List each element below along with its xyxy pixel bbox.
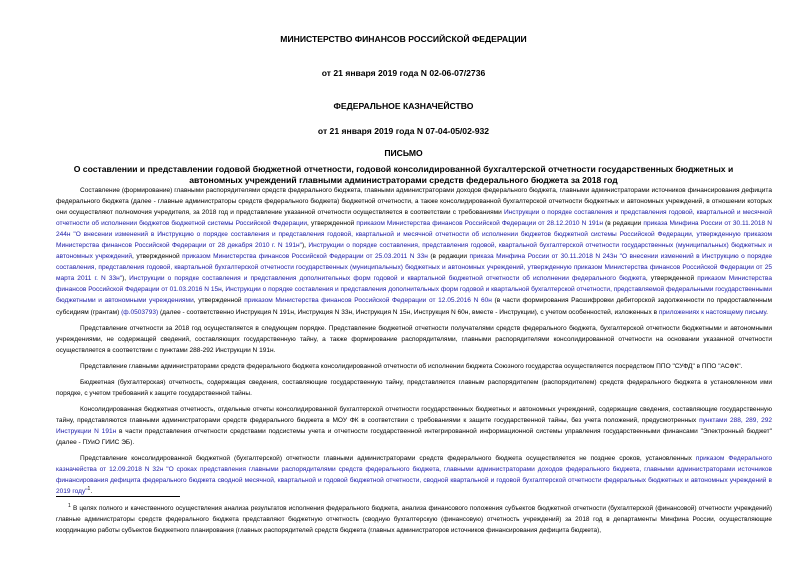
document-type: ПИСЬМО: [384, 148, 423, 158]
text-run: , утвержденной: [307, 220, 357, 228]
text-run: , утвержденной: [132, 253, 183, 261]
letter-body: [56, 185, 772, 497]
text-run: .: [766, 308, 768, 316]
text-run: (в редакции: [427, 253, 470, 261]
text-run: , утвержденной: [645, 275, 698, 283]
link-appendices[interactable]: приложениях к настоящему письму: [658, 308, 767, 316]
link-instruction-191n[interactable]: Инструкции о порядке составления и представления годовой, квартальной и месячной отчетности об исполнении бюджетов бюджетной системы Российской Федерации: [56, 209, 772, 228]
link-order-60n[interactable]: приказом Министерства финансов Российской Федерации от 12.05.2016 N 60н: [244, 297, 492, 305]
text-run: , утвержденной: [193, 297, 245, 305]
ministry-title: МИНИСТЕРСТВО ФИНАНСОВ РОССИЙСКОЙ ФЕДЕРАЦИИ: [280, 34, 527, 44]
link-order-15n[interactable]: приказом Министерства финансов Российской Федерации от 01.03.2016 N 15н: [56, 275, 772, 294]
treasury-letter-ref: от 21 января 2019 года N 07-04-05/02-932: [317, 126, 490, 136]
text-run: ),: [122, 275, 130, 283]
text-run: (далее - соответственно Инструкция N 191н, Инструкция N 33н, Инструкция N 15н, Инструкция N 60н, вместе - Инструкции), с учетом особенностей, изложенных в: [158, 308, 659, 316]
link-instruction-60n[interactable]: Инструкции о порядке составления и представления дополнительных форм годовой и квартальной бухгалтерской отчетности, представляемой федеральными государственными бюджетными и автономными учреждениями: [56, 286, 772, 305]
link-order-33n[interactable]: приказом Министерства финансов Российской Федерации от 25.03.2011 N 33н: [182, 253, 428, 261]
footnote: [56, 503, 772, 537]
paragraph-5: [56, 404, 772, 448]
text-run: (в редакции: [602, 220, 644, 228]
link-order-243n[interactable]: приказа Минфина России от 30.11.2018 N 243н "О внесении изменений в Инструкцию о порядке составления, представления годовой, квартальной бухгалтерской отчетности государственных (муниципальных) бюджетных и автономных учреждений, утвержденную приказом Министерства финансов Российской Федерации от 25 марта 2011 г. N 33н": [56, 253, 772, 283]
paragraph-2: Представление отчетности за 2018 год осуществляется в следующем порядке. Представление бюджетной отчетности получателями средств федерального бюджета, бухгалтерской отчетности бюджетными и автономными учреждениями, не содержащей сведений, составляющих государственную тайну, а также формирование распорядителями, главными распорядителями консолидированной отчетности на основании указанной отчетности осуществляется в соответствии с пунктами 288-292 Инструкции N 191н.: [56, 324, 772, 354]
text-run: ,: [221, 286, 226, 294]
link-points-288-292[interactable]: пунктами 288, 289, 292 Инструкции N 191н: [56, 416, 772, 435]
paragraph-1: [56, 185, 772, 318]
text-run: Консолидированная бюджетная отчетность, отдельные отчеты консолидированной бухгалтерской отчетности государственных бюджетных и автономных учреждений, содержащие сведения, составляющие государственную тайну, представляются главными администраторами средств федерального бюджета в МОУ ФК в соответствии с требованиями к защите государственной тайны, без учета положений, предусмотренных: [56, 405, 772, 424]
text-run: в части представления отчетности средствами подсистемы учета и отчетности государственной интегрированной информационной системы управления государственными финансами "Электронный бюджет" (далее - ПУиО ГИИС ЭБ).: [56, 427, 772, 446]
link-form-0503793[interactable]: (ф.0503793): [121, 308, 159, 316]
link-instruction-33n[interactable]: Инструкции о порядке составления, представления годовой, квартальной бухгалтерской отчетности государственных (муниципальных) бюджетных и автономных учреждений: [56, 242, 772, 261]
footnote-reference[interactable]: 1: [87, 486, 91, 492]
ministry-letter-ref: от 21 января 2019 года N 02-06-07/2736: [321, 68, 486, 78]
text-run: Составление (формирование) главными распорядителями средств федерального бюджета, главными администраторами доходов федерального бюджета, главными администраторами источников финансирования дефицита федерального бюджета (далее - главные администраторы средств федерального бюджета) бюджетной отчетности, а также консолидированной бухгалтерской отчетности бюджетных и автономных учреждений, в отношении которых они осуществляют полномочия учредителя, за 2018 год и представление указанной отчетности осуществляется в соответствии с требованиями: [56, 187, 772, 217]
text-run: (в части формирования Расшифровки дебиторской задолженности по предоставленным субсидиям (грантам): [56, 297, 772, 316]
text-run: ),: [301, 242, 309, 250]
treasury-title: ФЕДЕРАЛЬНОЕ КАЗНАЧЕЙСТВО: [333, 101, 474, 111]
paragraph-4: Бюджетная (бухгалтерская) отчетность, содержащая сведения, составляющие государственную тайну, представляется главным распорядителем (распорядителем) средств федерального бюджета в установленном ими порядке, с учетом требований к защите государственной тайны.: [56, 378, 772, 397]
subject-line-1: О составлении и представлении годовой бюджетной отчетности, годовой консолидированной бухгалтерской отчетности государственных бюджетных и: [73, 164, 734, 174]
paragraph-3: Представление главными администраторами средств федерального бюджета консолидированной отчетности об исполнении бюджета Союзного государства осуществляется посредством ППО "СУФД" в ППО "АСФК".: [80, 362, 743, 370]
footnote-mark: 1: [68, 502, 71, 509]
subject-line-2: автономных учреждений главными администраторами средств федерального бюджета за 2018 год: [189, 175, 618, 185]
text-run: Представление консолидированной бюджетной (бухгалтерской) отчетности главными администраторами средств федерального бюджета осуществляется не позднее сроков, установленных: [80, 455, 696, 463]
link-order-191n[interactable]: приказом Министерства финансов Российской Федерации от 28.12.2010 N 191н: [356, 220, 603, 228]
footnote-divider: [56, 496, 180, 497]
link-order-244n[interactable]: приказа Минфина России от 30.11.2018 N 244н "О внесении изменений в Инструкцию о порядке составления и представления годовой, квартальной и месячной отчетности об исполнении бюджетов бюджетной системы Российской Федерации, утвержденную приказом Министерства финансов Российской Федерации от 28 декабря 2010 г. N 191н": [56, 220, 772, 250]
paragraph-6: [56, 453, 772, 497]
link-instruction-15n[interactable]: Инструкции о порядке составления и представления дополнительных форм годовой и квартальной бюджетной отчетности об исполнении федерального бюджета: [129, 275, 646, 283]
footnote-text: В целях полного и качественного осуществления анализа результатов исполнения федерального бюджета, анализа финансового положения субъектов бюджетной отчетности (бухгалтерской (финансовой) отчетности учреждений) главные администраторы средств федерального бюджета представляют бюджетную отчетность (сводную бухгалтерскую (финансовую) отчетность учреждений) за 2018 год в департаменты Минфина России, осуществляющие координацию работы субъектов бюджетного планирования (главных распорядителей средств бюджета (главных администраторов источников финансирования дефицита бюджета),: [56, 505, 772, 535]
link-order-32n[interactable]: приказом Федерального казначейства от 12.09.2018 N 32н "О сроках представления главными распорядителями средств федерального бюджета, главными администраторами доходов федерального бюджета, главными администраторами источников финансирования дефицита федерального бюджета сводной месячной, квартальной и годовой бюджетной отчетности, сводной квартальной и годовой бухгалтерской отчетности федеральных бюджетных и автономных учреждений в 2019 году": [56, 455, 772, 496]
text-run: .: [90, 488, 93, 496]
